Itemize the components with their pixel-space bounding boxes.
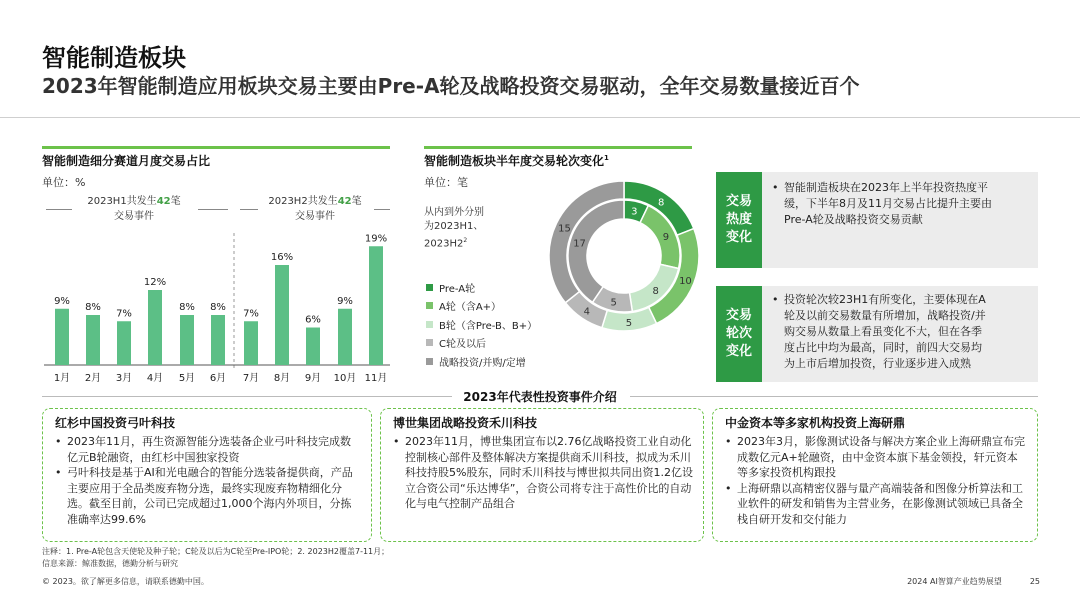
event-card-3: [712, 408, 1038, 542]
monthly-bar-chart: [40, 230, 390, 390]
ring-value-label: 5: [610, 297, 617, 309]
x-tick-label: 3月: [115, 373, 133, 384]
event-card-title: 红杉中国投资弓叶科技: [55, 416, 176, 430]
bar-value-label: 9%: [337, 295, 353, 307]
legend-swatch: [426, 339, 433, 346]
footnotes: 注释：1. Pre-A轮包含天使轮及种子轮；C轮及以后为C轮至Pre-IPO轮；2. 2023H2覆盖7-11月； 信息来源：鲸准数据，德勤分析与研究: [42, 547, 390, 568]
ring-value-label: 8: [652, 286, 659, 298]
event-card-1: [42, 408, 372, 542]
bar-value-label: 12%: [143, 277, 167, 288]
page-title: 智能制造板块: [42, 44, 186, 72]
ring-chart-accent-line: [424, 146, 692, 149]
bar-value-label: 9%: [54, 295, 70, 307]
x-tick-label: 8月: [273, 373, 291, 384]
event-card-title: 中金资本等多家机构投资上海研鼎: [725, 416, 906, 430]
box-tag-round: 交易 轮次 变化: [716, 286, 762, 382]
bar-value-label: 8%: [85, 302, 101, 313]
h2-count: 42: [337, 196, 352, 207]
events-title: 2023年代表性投资事件介绍: [463, 390, 617, 404]
ring-value-label: 3: [631, 206, 638, 218]
h1-dash-left: [46, 209, 72, 210]
bar-2月: [86, 315, 100, 365]
x-tick-label: 4月: [146, 373, 164, 384]
copyright: © 2023。欲了解更多信息，请联系德勤中国。: [42, 577, 209, 586]
left-chart-accent-line: [42, 146, 390, 149]
ring-value-label: 17: [573, 238, 586, 250]
page-number: 25: [1029, 577, 1040, 586]
bar-9月: [306, 328, 320, 366]
event-card-bullet: • 2023年3月，影像测试设备与解决方案企业上海研鼎宣布完成数亿元A+轮融资，由中金资本旗下基金领投，轩元资本等多家投资机构跟投: [725, 434, 1027, 481]
event-card-bullet: • 2023年11月，博世集团宣布以2.76亿战略投资工业自动化控制核心部件及整体解决方案提供商禾川科技，拟成为禾川科技持股5%股东，同时禾川科技与博世拟共同出资1.2亿设立合资公司“乐达博华”，合资公司将专注于高性价比的自动化与电气控制产品组合: [393, 434, 693, 512]
ring-value-label: 9: [662, 231, 670, 243]
legend-a: A轮（含A+）: [426, 297, 537, 316]
bar-5月: [180, 315, 194, 365]
ring-value-label: 15: [558, 223, 571, 235]
ring-value-label: 5: [625, 317, 633, 329]
bar-value-label: 6%: [305, 314, 321, 326]
legend-c: C轮及以后: [426, 334, 537, 353]
bar-1月: [55, 309, 69, 365]
legend-swatch: [426, 284, 433, 291]
bar-11月: [369, 246, 383, 365]
x-tick-label: 11月: [364, 373, 388, 384]
h1-dash-right: [198, 209, 228, 210]
left-chart-unit: 单位：%: [42, 176, 86, 189]
x-tick-label: 2月: [84, 373, 102, 384]
left-chart-title: 智能制造细分赛道月度交易占比: [42, 154, 211, 168]
legend-swatch: [426, 358, 433, 365]
bar-value-label: 8%: [210, 302, 226, 313]
x-tick-label: 5月: [178, 373, 196, 384]
events-rule-right: [630, 396, 1038, 397]
ring-value-label: 8: [657, 197, 665, 209]
bar-value-label: 8%: [179, 302, 195, 313]
box-tag-heat: 交易 热度 变化: [716, 172, 762, 268]
ring-value-label: 4: [583, 306, 591, 318]
box-body-heat: • 智能制造板块在2023年上半年投资热度平 缓，下半年8月及11月交易占比提升主要由 Pre-A轮及战略投资交易贡献: [762, 172, 1038, 268]
ring-legend: [426, 278, 537, 371]
x-tick-label: 9月: [304, 373, 322, 384]
report-name: 2024 AI智算产业趋势展望: [907, 577, 1002, 586]
event-card-bullet: • 弓叶科技是基于AI和光电融合的智能分选装备提供商，产品主要应用于全品类废弃物分选，最终实现废弃物精细化分选。截至目前，公司已完成超过1,000个海内外项目，分拣准确率达99.6%: [55, 465, 361, 527]
bar-7月: [244, 321, 258, 365]
x-tick-label: 6月: [209, 373, 227, 384]
legend-strategic: 战略投资/并购/定增: [426, 352, 537, 371]
legend-pre-a: Pre-A轮: [426, 278, 537, 297]
bar-value-label: 19%: [364, 233, 388, 245]
ring-chart-unit: 单位：笔: [424, 176, 468, 189]
x-tick-label: 7月: [242, 373, 260, 384]
bar-10月: [338, 309, 352, 365]
bar-value-label: 16%: [270, 252, 294, 263]
ring-value-label: 10: [679, 276, 692, 288]
bar-8月: [275, 265, 289, 365]
event-card-bullet: • 2023年11月，再生资源智能分选装备企业弓叶科技完成数亿元B轮融资，由红杉中国独家投资: [55, 434, 361, 465]
bar-6月: [211, 315, 225, 365]
x-tick-label: 1月: [53, 373, 71, 384]
footer-right: [879, 576, 1040, 587]
box-body-round: • 投资轮次较23H1有所变化，主要体现在A 轮及以前交易数量有所增加，战略投资/并 购交易从数量上看虽变化不大，但在各季 度占比中均为最高，同时，前四大交易均 为上市后增加投资，行业逐步进入成熟: [762, 286, 1038, 382]
bar-value-label: 7%: [116, 308, 132, 320]
legend-swatch: [426, 302, 433, 309]
event-card-title: 博世集团战略投资禾川科技: [393, 416, 538, 430]
legend-swatch: [426, 321, 433, 328]
event-card-bullet: • 上海研鼎以高精密仪器与量产高端装备和图像分析算法和工业软件的研发和销售为主营业务，在影像测试领域已具备全栈自研开发和交付能力: [725, 481, 1027, 528]
header-divider: [0, 117, 1080, 118]
legend-b: B轮（含Pre-B、B+）: [426, 315, 537, 334]
h2-summary: 2023H2共发生42笔 交易事件: [268, 196, 362, 222]
ring-chart: [548, 180, 700, 332]
ring-chart-title: 智能制造板块半年度交易轮次变化$^1$: [424, 154, 609, 168]
h2-dash-right: [374, 209, 390, 210]
h1-count: 42: [156, 196, 171, 207]
bar-4月: [148, 290, 162, 365]
h1-summary: 2023H1共发生42笔 交易事件: [87, 196, 181, 222]
x-tick-label: 10月: [333, 373, 357, 384]
page-subtitle: 2023年智能制造应用板块交易主要由Pre-A轮及战略投资交易驱动，全年交易数量接近百个: [42, 74, 860, 98]
bar-3月: [117, 321, 131, 365]
ring-chart-note: 从内到外分别 为2023H1、 $2023H2^2$: [424, 207, 484, 250]
bar-value-label: 7%: [243, 308, 259, 320]
event-card-2: [380, 408, 704, 542]
